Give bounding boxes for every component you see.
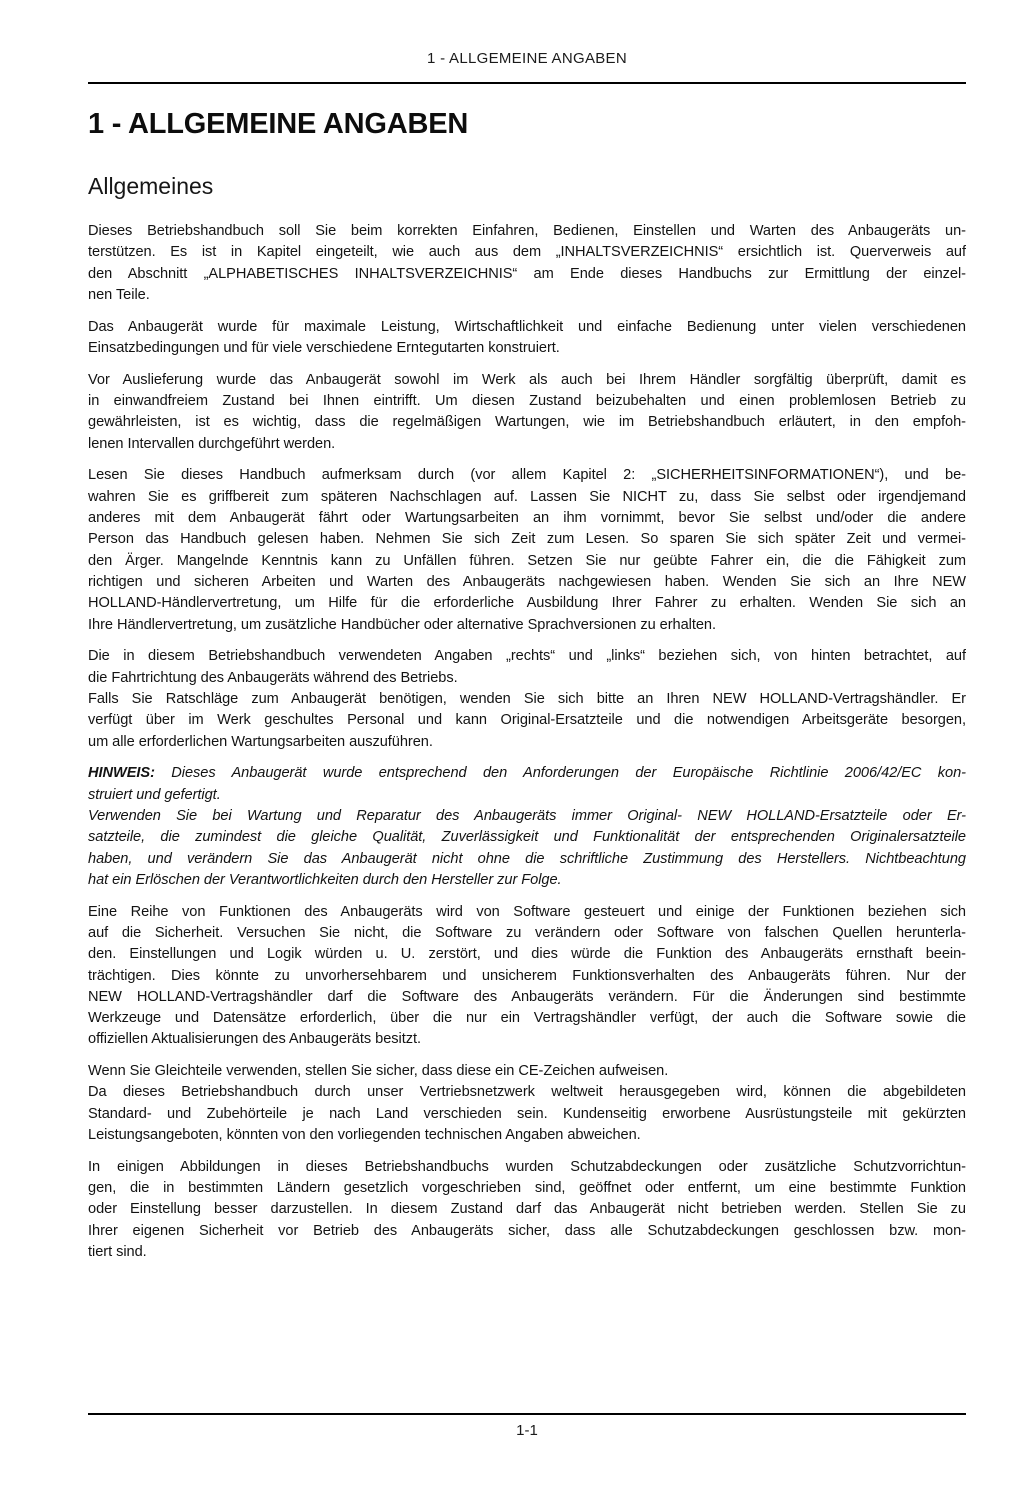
text-line: Eine Reihe von Funktionen des Anbaugeräts wird von Software gesteuert und einige der Funktionen beziehen sich bbox=[88, 903, 966, 920]
paragraph bbox=[88, 465, 966, 635]
paragraph bbox=[88, 763, 966, 891]
text-line: terstützen. Es ist in Kapitel eingeteilt, wie auch aus dem „INHALTSVERZEICHNIS“ ersichtlich ist. Querverweis auf bbox=[88, 244, 966, 261]
text-line: gen, die in bestimmten Ländern gesetzlich vorgeschrieben sind, geöffnet oder entfernt, um eine bestimmte Funktion bbox=[88, 1180, 966, 1197]
text-line: die Fahrtrichtung des Anbaugeräts während des Betriebs. bbox=[88, 669, 458, 686]
paragraph bbox=[88, 317, 966, 360]
section-title: Allgemeines bbox=[88, 173, 214, 199]
text-line: Da dieses Betriebshandbuch durch unser Vertriebsnetzwerk weltweit herausgegeben wird, können die abgebildeten bbox=[88, 1084, 966, 1101]
page-number: 1-1 bbox=[516, 1422, 538, 1439]
running-header: 1 - ALLGEMEINE ANGABEN bbox=[426, 50, 627, 67]
paragraph bbox=[88, 1157, 966, 1263]
text-line: haben, und verändern Sie das Anbaugerät nicht ohne die schriftliche Zustimmung des Herstellers. Nichtbeachtung bbox=[88, 850, 966, 867]
text-line: auf die Sicherheit. Versuchen Sie nicht, die Software zu verändern oder Software von falschen Quellen herunterla- bbox=[88, 924, 966, 941]
header-rule bbox=[88, 82, 966, 84]
paragraph bbox=[88, 902, 966, 1051]
manual-page bbox=[0, 50, 1024, 1263]
text-line: um alle erforderlichen Wartungsarbeiten auszuführen. bbox=[88, 733, 433, 750]
text-line: den Ärger. Mangelnde Kenntnis kann zu Unfällen führen. Setzen Sie nur geübte Fahrer ein, die die Fähigkeit zum bbox=[88, 552, 966, 569]
text-line: NEW HOLLAND-Vertragshändler darf die Software des Anbaugeräts verändern. Für die Änderungen sind bestimmte bbox=[88, 988, 966, 1005]
text-line: trächtigen. Dies könnte zu unvorhersehbarem und unsicherem Funktionsverhalten des Anbaugeräts führen. Nur der bbox=[88, 967, 966, 984]
text-line: den Abschnitt „ALPHABETISCHES INHALTSVERZEICHNIS“ am Ende dieses Handbuchs zur Ermittlung der einzel- bbox=[88, 265, 966, 282]
text-line: wahren Sie es griffbereit zum späteren Nachschlagen auf. Lassen Sie NICHT zu, dass Sie selbst oder irgendjemand bbox=[88, 488, 966, 505]
text-line: tiert sind. bbox=[88, 1244, 147, 1261]
text-line: offiziellen Aktualisierungen des Anbaugeräts besitzt. bbox=[88, 1031, 421, 1048]
text-line: Werkzeuge und Datensätze erforderlich, über die nur ein Vertragshändler verfügt, der auch die Software sowie die bbox=[88, 1010, 966, 1027]
text-line: Das Anbaugerät wurde für maximale Leistung, Wirtschaftlichkeit und einfache Bedienung unter vielen verschiedenen bbox=[88, 318, 966, 335]
text-line: nen Teile. bbox=[88, 286, 150, 303]
page-footer bbox=[88, 1413, 966, 1439]
text-line: hat ein Erlöschen der Verantwortlichkeiten durch den Hersteller zur Folge. bbox=[88, 871, 562, 888]
text-line: lenen Intervallen durchgeführt werden. bbox=[88, 435, 336, 452]
text-line: Einsatzbedingungen und für viele verschiedene Erntegutarten konstruiert. bbox=[88, 339, 560, 356]
paragraph bbox=[88, 221, 966, 306]
text-line: Person das Handbuch gelesen haben. Nehmen Sie sich Zeit zum Lesen. So sparen Sie sich später Zeit und vermei- bbox=[88, 531, 966, 548]
text-line: HOLLAND-Händlervertretung, um Hilfe für die erforderliche Ausbildung Ihrer Fahrer zu erhalten. Wenden Sie sich an bbox=[88, 595, 966, 612]
text-line: Leistungsangeboten, könnten von den vorliegenden technischen Angaben abweichen. bbox=[88, 1127, 641, 1144]
text-line: Dieses Betriebshandbuch soll Sie beim korrekten Einfahren, Bedienen, Einstellen und Warten des Anbaugeräts un- bbox=[88, 223, 966, 239]
chapter-title: 1 - ALLGEMEINE ANGABEN bbox=[88, 108, 469, 140]
text-line: anderes mit dem Anbaugerät fährt oder Wartungsarbeiten an ihm vornimmt, bevor Sie selbst und/oder die andere bbox=[88, 510, 966, 527]
text-line: struiert und gefertigt. bbox=[88, 786, 221, 803]
text-line: Standard- und Zubehörteile je nach Land verschieden sein. Kundenseitig erworbene Ausrüstungsteile mit gekürzten bbox=[88, 1105, 966, 1122]
text-line: verfügt über im Werk geschultes Personal und kann Original-Ersatzteile und die notwendigen Arbeitsgeräte besorgen, bbox=[88, 712, 966, 729]
text-line: Falls Sie Ratschläge zum Anbaugerät benötigen, wenden Sie sich bitte an Ihren NEW HOLLAND-Vertragshändler. Er bbox=[88, 690, 966, 707]
text-line: gewährleisten, ist es wichtig, dass die regelmäßigen Wartungen, wie im Betriebshandbuch erläutert, in den empfoh- bbox=[88, 414, 966, 431]
text-line: in einwandfreiem Zustand bei Ihnen eintrifft. Um diesen Zustand beizubehalten und einen problemlosen Betrieb zu bbox=[88, 393, 966, 410]
body-text bbox=[88, 221, 966, 1263]
text-line: satzteile, die zumindest die gleiche Qualität, Zuverlässigkeit und Funktionalität der entsprechenden Originalersatzteile bbox=[88, 829, 966, 846]
text-line: oder Einstellung besser darzustellen. In diesem Zustand darf das Anbaugerät nicht betrieben werden. Stellen Sie zu bbox=[88, 1201, 966, 1218]
paragraph bbox=[88, 370, 966, 455]
text-line: Lesen Sie dieses Handbuch aufmerksam durch (vor allem Kapitel 2: „SICHERHEITSINFORMATIONEN“), und be- bbox=[88, 467, 966, 484]
note-label: HINWEIS: bbox=[88, 765, 172, 782]
text-line: HINWEIS: Dieses Anbaugerät wurde entsprechend den Anforderungen der Europäische Richtlinie 2006/42/EC kon- bbox=[88, 765, 966, 782]
text-line: Ihrer eigenen Sicherheit vor Betrieb des Anbaugeräts sicher, dass alle Schutzabdeckungen geschlossen bzw. mon- bbox=[88, 1222, 966, 1239]
footer-rule bbox=[88, 1413, 966, 1415]
text-line: Ihre Händlervertretung, um zusätzliche Handbücher oder alternative Sprachversionen zu erhalten. bbox=[88, 616, 716, 633]
text-line: In einigen Abbildungen in dieses Betriebshandbuchs wurden Schutzabdeckungen oder zusätzliche Schutzvorrichtun- bbox=[88, 1158, 966, 1175]
text-line: richtigen und sicheren Arbeiten und Warten des Anbaugeräts nachgewiesen haben. Wenden Sie sich an Ihre NEW bbox=[88, 573, 966, 590]
paragraph bbox=[88, 646, 966, 752]
paragraph bbox=[88, 1061, 966, 1146]
text-line: den. Einstellungen und Logik würden u. U. zerstört, und dies würde die Funktion des Anbaugeräts ernsthaft beein- bbox=[88, 946, 966, 963]
text-line: Verwenden Sie bei Wartung und Reparatur des Anbaugeräts immer Original- NEW HOLLAND-Ersatzteile oder Er- bbox=[88, 807, 966, 824]
text-line: Vor Auslieferung wurde das Anbaugerät sowohl im Werk als auch bei Ihrem Händler sorgfältig überprüft, damit es bbox=[88, 371, 966, 388]
text-line: Die in diesem Betriebshandbuch verwendeten Angaben „rechts“ und „links“ beziehen sich, von hinten betrachtet, auf bbox=[88, 648, 966, 665]
text-line: Wenn Sie Gleichteile verwenden, stellen Sie sicher, dass diese ein CE-Zeichen aufweisen. bbox=[88, 1063, 669, 1080]
